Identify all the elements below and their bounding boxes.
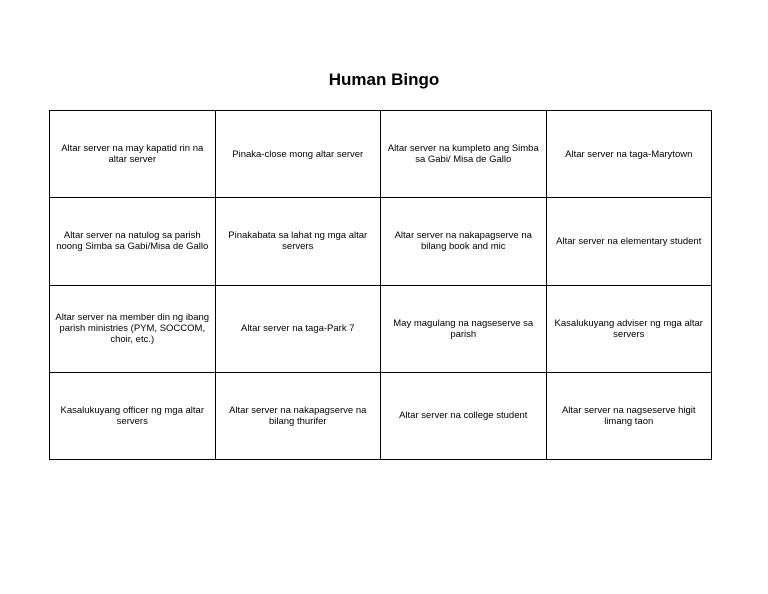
- bingo-cell: Altar server na may kapatid rin na altar server: [50, 111, 216, 198]
- bingo-cell: Kasalukuyang adviser ng mga altar servers: [546, 285, 712, 372]
- bingo-cell: Altar server na college student: [381, 372, 547, 459]
- bingo-grid: [49, 110, 712, 460]
- bingo-row: [50, 198, 712, 285]
- bingo-cell: Altar server na nakapagserve na bilang book and mic: [381, 198, 547, 285]
- bingo-cell: Altar server na taga-Marytown: [546, 111, 712, 198]
- bingo-cell: May magulang na nagseserve sa parish: [381, 285, 547, 372]
- bingo-cell: Altar server na taga-Park 7: [215, 285, 381, 372]
- bingo-cell: Altar server na elementary student: [546, 198, 712, 285]
- bingo-row: [50, 285, 712, 372]
- bingo-cell: Altar server na kumpleto ang Simba sa Gabi/ Misa de Gallo: [381, 111, 547, 198]
- page-title: Human Bingo: [328, 70, 440, 89]
- bingo-cell: Pinaka-close mong altar server: [215, 111, 381, 198]
- bingo-cell: Altar server na member din ng ibang parish ministries (PYM, SOCCOM, choir, etc.): [50, 285, 216, 372]
- bingo-cell: Altar server na nagseserve higit limang taon: [546, 372, 712, 459]
- bingo-row: [50, 111, 712, 198]
- bingo-cell: Altar server na nakapagserve na bilang thurifer: [215, 372, 381, 459]
- bingo-cell: Kasalukuyang officer ng mga altar servers: [50, 372, 216, 459]
- bingo-row: [50, 372, 712, 459]
- bingo-cell: Altar server na natulog sa parish noong Simba sa Gabi/Misa de Gallo: [50, 198, 216, 285]
- bingo-cell: Pinakabata sa lahat ng mga altar servers: [215, 198, 381, 285]
